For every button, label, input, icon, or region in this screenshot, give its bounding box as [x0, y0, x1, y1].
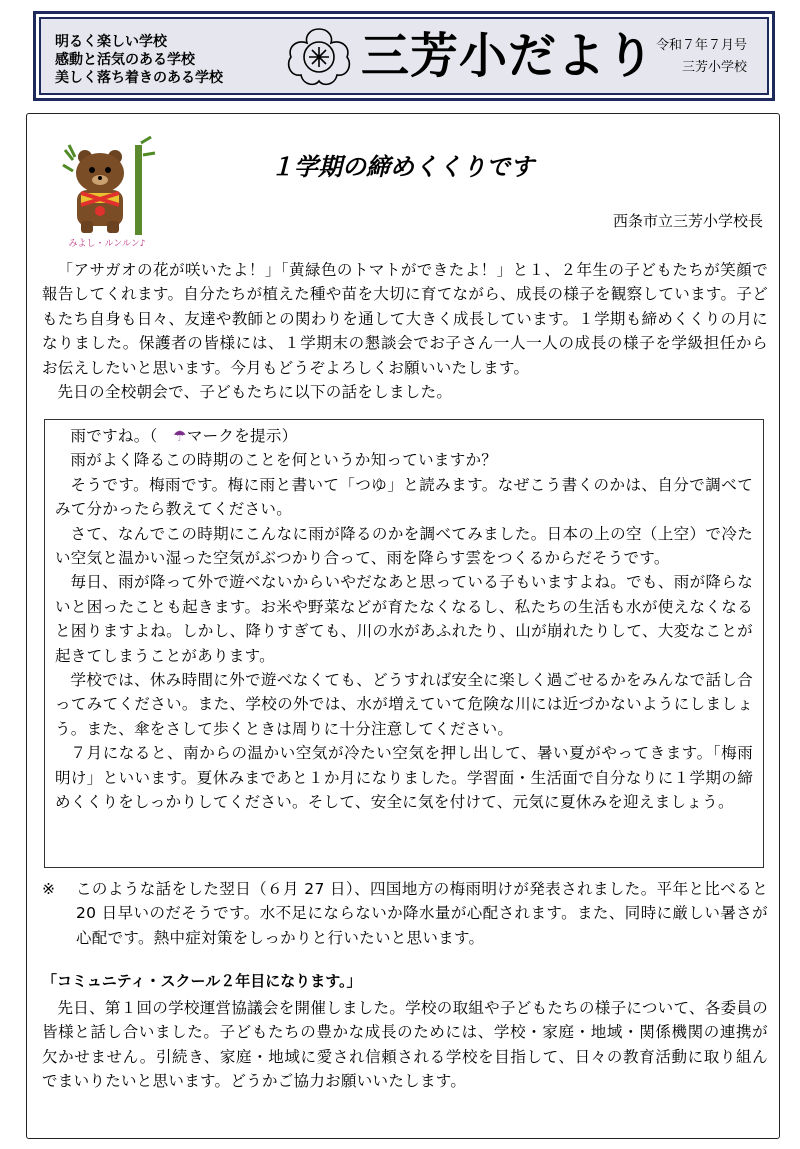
- masthead: [33, 11, 775, 101]
- intro-paragraph: 先日の全校朝会で、子どもたちに以下の話をしました。: [57, 383, 453, 402]
- motto-line: 感動と活気のある学校: [55, 52, 195, 68]
- speech-paragraph: そうです。梅雨です。梅に雨と書いて「つゆ」と読みます。なぜこう書くのかは、自分で調べてみて分かったら教えてください。: [55, 475, 753, 519]
- speech-opening-before: 雨ですね。（: [70, 427, 158, 445]
- speech-opening: [55, 424, 753, 448]
- bear-mascot-icon: [55, 135, 160, 250]
- author-line: 西条市立三芳小学校長: [612, 212, 763, 230]
- community-school-heading: 「コミュニティ・スクール２年目になります。」: [42, 972, 362, 990]
- intro-section: [42, 258, 768, 404]
- speech-text: [55, 424, 753, 815]
- community-school-paragraph: 先日、第１回の学校運営協議会を開催しました。学校の取組や子どもたちの様子について、各委員の皆様と話し合いました。子どもたちの豊かな成長のためには、学校・家庭・地域・関係機関の連携が欠かせません。引続き、家庭・地域に愛され信頼される学校を目指して、日々の教育活動に取り組んでまいりたいと思います。どうかご協力お願いいたします。: [42, 999, 768, 1091]
- school-mottos: [55, 33, 223, 87]
- umbrella-icon: ☂: [173, 427, 187, 445]
- school-emblem-icon: [279, 25, 359, 89]
- article-title: １学期の締めくくりです: [270, 153, 534, 181]
- school-name: 三芳小学校: [681, 60, 747, 75]
- note-text: このような話をした翌日（６月 27 日）、四国地方の梅雨明けが発表されました。平年と比べると 20 日早いのだそうです。水不足にならないか降水量が心配されます。また、同時に厳しい暑さが心配です。熱中症対策をしっかりと行いたいと思います。: [76, 880, 768, 947]
- newsletter-title: 三芳小だより: [361, 28, 656, 84]
- motto-line: 美しく落ち着きのある学校: [55, 70, 223, 86]
- intro-paragraph: 「アサガオの花が咲いたよ！」「黄緑色のトマトができたよ！」と１、２年生の子どもたちが笑顔で報告してくれます。自分たちが植えた種や苗を大切に育てながら、成長の様子を観察しています。子どもたち自身も日々、友達や教師との関わりを通して大きく成長しています。１学期も締めくくりの月になりました。保護者の皆様には、１学期末の懇談会でお子さん一人一人の成長の様子を学級担任からお伝えしたいと思います。今月もどうぞよろしくお願いいたします。: [42, 261, 768, 377]
- note-section: [42, 877, 768, 950]
- speech-paragraph: ７月になると、南からの温かい空気が冷たい空気を押し出して、暑い夏がやってきます。「梅雨明け」といいます。夏休みまであと１か月になりました。学習面・生活面で自分なりに１学期の締めくくりをしっかりしてください。そして、安全に気を付けて、元気に夏休みを迎えましょう。: [55, 744, 753, 812]
- speech-paragraph: 雨がよく降るこの時期のことを何というか知っていますか？: [70, 451, 498, 470]
- motto-line: 明るく楽しい学校: [55, 34, 167, 50]
- note-mark: ※: [42, 880, 56, 898]
- issue-info: [656, 35, 747, 79]
- speech-paragraph: さて、なんでこの時期にこんなに雨が降るのかを調べてみました。日本の上の空（上空）で冷たい空気と温かい湿った空気がぶつかり合って、雨を降らす雲をつくるからだそうです。: [55, 524, 753, 568]
- speech-paragraph: 毎日、雨が降って外で遊べないからいやだなあと思っている子もいますよね。でも、雨が降らないと困ったことも起きます。お米や野菜などが育たなくなるし、私たちの生活も水が使えなくなると困りますよね。しかし、降りすぎても、川の水があふれたり、山が崩れたりして、大変なことが起きてしまうことがあります。: [55, 573, 753, 665]
- speech-opening-after: マークを提示）: [186, 427, 298, 445]
- speech-box: [44, 419, 764, 868]
- community-school-section: [42, 996, 768, 1094]
- mascot-caption: みよし・ルンルン♪: [68, 239, 146, 249]
- masthead-inner: [39, 17, 769, 95]
- issue-date: 令和７年７月号: [655, 38, 747, 53]
- speech-paragraph: 学校では、休み時間に外で遊べなくても、どうすれば安全に楽しく過ごせるかをみんなで話し合ってみてください。また、学校の外では、水が増えていて危険な川には近づかないようにしましょう。また、傘をさして歩くときは周りに十分注意してください。: [55, 671, 753, 738]
